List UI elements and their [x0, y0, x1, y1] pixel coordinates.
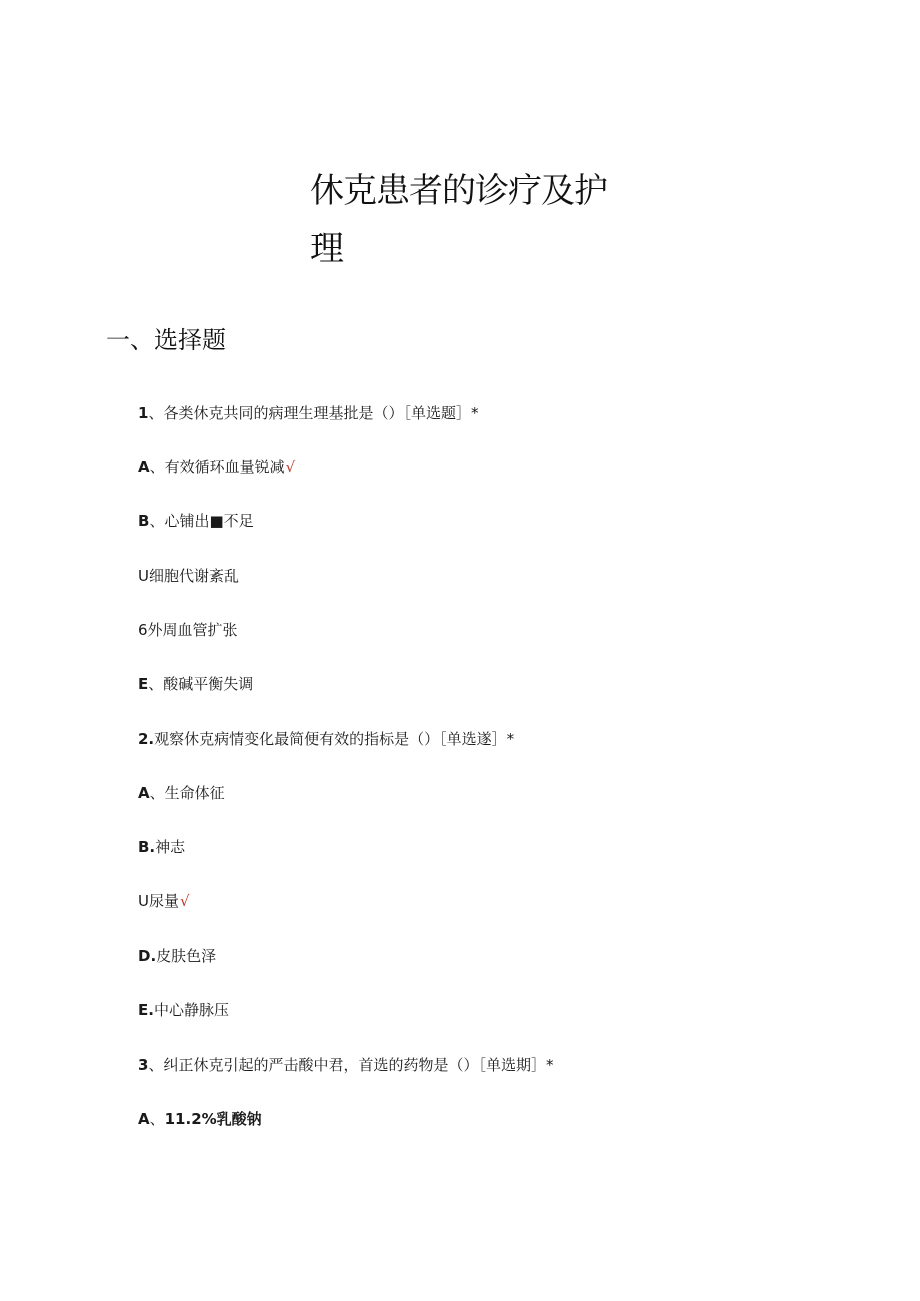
correct-check-icon: √ [180, 892, 190, 910]
option-letter: 6 [138, 621, 148, 639]
question-2-option-d[interactable] [138, 945, 216, 967]
question-1-number: 1 [138, 404, 149, 422]
question-1-text: 各类休克共同的病理生理基批是（）［单选题］* [163, 404, 479, 422]
option-letter: E. [138, 1001, 154, 1019]
question-2-option-e[interactable] [138, 999, 229, 1021]
question-3-option-a[interactable] [138, 1108, 262, 1130]
question-2-text: 观察休克病情变化最简便有效的指标是（）［单选遂］* [154, 730, 515, 748]
option-separator: 、 [148, 675, 164, 693]
option-letter: A [138, 458, 150, 476]
option-text: 神志 [155, 838, 186, 856]
question-1-option-e[interactable] [138, 673, 253, 695]
question-2-option-c[interactable] [138, 890, 190, 912]
option-letter: U [138, 567, 149, 585]
option-text: 细胞代谢紊乱 [148, 567, 239, 585]
section-heading: 一、选择题 [106, 326, 226, 354]
document-title-line-2: 理 [310, 229, 343, 269]
correct-check-icon: √ [285, 458, 296, 476]
option-letter: E [138, 675, 149, 693]
question-3-separator: 、 [148, 1056, 164, 1074]
option-letter: U [138, 892, 149, 910]
question-2-number: 2. [138, 730, 155, 748]
question-3-stem [138, 1054, 553, 1076]
option-text: 中心静脉压 [153, 1001, 229, 1019]
option-letter: B [138, 512, 150, 530]
option-text: 尿量 [148, 892, 179, 910]
question-1-option-c[interactable] [138, 565, 239, 587]
option-text: 有效循环血量锐减 [164, 458, 285, 476]
question-1-separator: 、 [148, 404, 164, 422]
question-1-option-d[interactable] [138, 619, 238, 641]
question-2-stem [138, 728, 514, 750]
option-text: 外周血管扩张 [147, 621, 238, 639]
option-text: 皮肤色泽 [156, 947, 217, 965]
option-separator: 、 [149, 458, 165, 476]
question-2-option-b[interactable] [138, 836, 185, 858]
document-title [310, 162, 640, 278]
option-text: 生命体征 [164, 784, 225, 802]
option-separator: 、 [149, 512, 165, 530]
option-separator: 、 [149, 784, 165, 802]
document-title-line-1: 休克患者的诊疗及护 [310, 171, 607, 211]
option-letter: A [138, 784, 150, 802]
question-3-number: 3 [138, 1056, 149, 1074]
question-2-option-a[interactable] [138, 782, 225, 804]
option-letter: B. [138, 838, 156, 856]
option-separator: 、 [149, 1110, 165, 1128]
option-letter: D. [138, 947, 157, 965]
option-text: 11.2%乳酸钠 [164, 1110, 262, 1128]
question-1-option-b[interactable] [138, 510, 254, 532]
question-1-option-a[interactable] [138, 456, 295, 478]
question-3-text: 纠正休克引起的严击酸中君，首选的药物是（）［单选期］* [163, 1056, 554, 1074]
option-letter: A [138, 1110, 150, 1128]
option-text: 酸碱平衡失调 [163, 675, 254, 693]
question-1-stem [138, 402, 478, 424]
option-text: 心铺出■不足 [164, 512, 254, 530]
